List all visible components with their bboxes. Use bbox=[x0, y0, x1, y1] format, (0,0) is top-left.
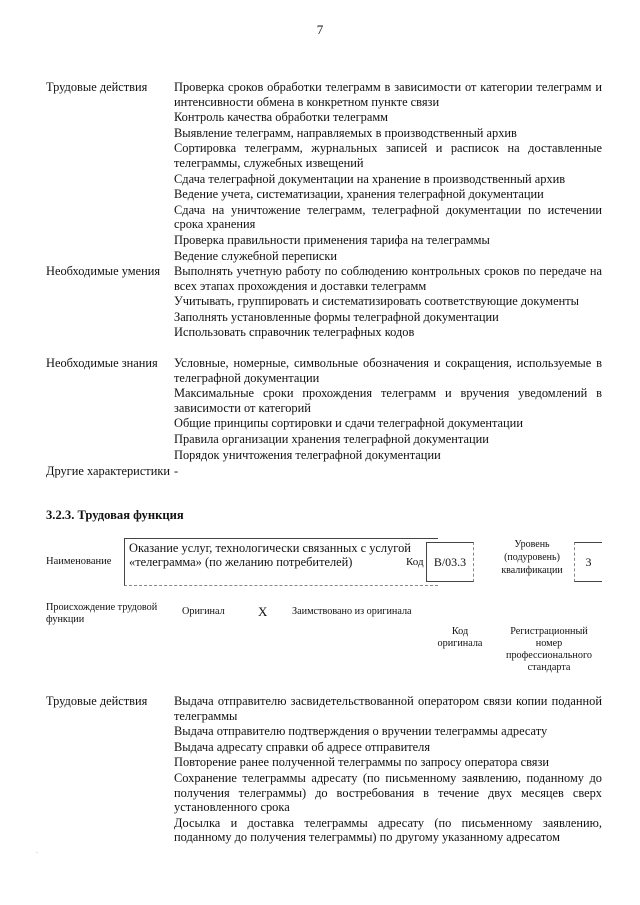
row-item: Проверка сроков обработки телеграмм в зависимости от категории телеграмм и интенсивности обмена в конкретном пункте связи bbox=[174, 80, 602, 109]
name-label: Наименование bbox=[46, 556, 112, 567]
row-item: Выдача отправителю подтверждения о вручении телеграммы адресату bbox=[174, 724, 548, 739]
row-item: Досылка и доставка телеграммы адресату (по письменному заявлению, поданному до получения телеграммы) по другому указанному адресатом bbox=[174, 815, 602, 845]
row-item: Использовать справочник телеграфных кодов bbox=[174, 325, 415, 340]
page-number: 7 bbox=[316, 22, 324, 37]
code-value: В/03.3 bbox=[426, 542, 474, 582]
original-label: Оригинал bbox=[182, 606, 225, 617]
row-required-skills bbox=[46, 264, 602, 341]
row-labor-actions-2 bbox=[46, 694, 602, 846]
row-items bbox=[174, 694, 602, 846]
section-heading: 3.2.3. Трудовая функция bbox=[46, 508, 184, 522]
row-label: Другие характеристики bbox=[46, 464, 171, 478]
borrowed-label: Заимствовано из оригинала bbox=[292, 606, 412, 617]
function-name: Оказание услуг, технологически связанных с услугой «телеграмма» (по желанию потребителей) bbox=[124, 538, 438, 586]
row-item: Выполнять учетную работу по соблюдению контрольных сроков по передаче на всех этапах прохождения и доставки телеграмм bbox=[174, 264, 602, 293]
row-item: - bbox=[174, 464, 179, 478]
row-item: Проверка правильности применения тарифа на телеграммы bbox=[174, 232, 490, 247]
row-item: Ведение служебной переписки bbox=[174, 248, 337, 263]
row-items bbox=[174, 356, 602, 463]
level-label: Уровень (подуровень) квалификации bbox=[501, 539, 563, 576]
origin-label: Происхождение трудовой функции bbox=[46, 602, 158, 625]
row-labor-actions bbox=[46, 80, 602, 264]
margin-mark: . bbox=[36, 846, 38, 855]
row-label: Необходимые знания bbox=[46, 356, 158, 370]
row-item: Контроль качества обработки телеграмм bbox=[174, 110, 389, 125]
row-item: Сдача телеграфной документации на хранение в производственный архив bbox=[174, 171, 566, 186]
reg-number-label: Регистрационный номер профессионального стандарта bbox=[506, 626, 592, 673]
row-label: Трудовые действия bbox=[46, 694, 148, 708]
row-item: Ведение учета, систематизации, хранения телеграфной документации bbox=[174, 187, 544, 202]
code-original-label: Код оригинала bbox=[437, 626, 483, 649]
row-item: Повторение ранее полученной телеграммы по запросу оператора связи bbox=[174, 755, 550, 770]
function-header-table bbox=[46, 536, 602, 588]
row-item: Заполнять установленные формы телеграфной документации bbox=[174, 309, 499, 324]
level-value: 3 bbox=[574, 542, 602, 582]
row-required-knowledge bbox=[46, 356, 602, 463]
row-item: Выдача адресату справки об адресе отправителя bbox=[174, 739, 431, 754]
row-label: Необходимые умения bbox=[46, 264, 161, 278]
row-item: Общие принципы сортировки и сдачи телеграфной документации bbox=[174, 416, 523, 431]
row-items bbox=[174, 80, 602, 264]
row-item: Выдача отправителю засвидетельствованной оператором связи копии поданной телеграммы bbox=[174, 694, 602, 723]
row-items bbox=[174, 264, 602, 341]
row-item: Порядок уничтожения телеграфной документации bbox=[174, 447, 441, 462]
row-item: Максимальные сроки прохождения телеграмм и вручения уведомлений в зависимости от категорий bbox=[174, 386, 602, 415]
row-item: Сохранение телеграммы адресату (по письменному заявлению, поданному до получения телеграммы) до востребования в течение двух месяцев сверх установленного срока bbox=[174, 770, 602, 815]
row-item: Сдача на уничтожение телеграмм, телеграфной документации по истечении срока хранения bbox=[174, 202, 602, 232]
row-item: Правила организации хранения телеграфной документации bbox=[174, 431, 489, 446]
row-item: Условные, номерные, символьные обозначения и сокращения, используемые в телеграфной документации bbox=[174, 356, 602, 385]
row-item: Выявление телеграмм, направляемых в производственный архив bbox=[174, 125, 517, 140]
row-label: Трудовые действия bbox=[46, 80, 148, 94]
row-other-characteristics bbox=[46, 464, 602, 480]
row-item: Сортировка телеграмм, журнальных записей и расписок на доставленные телеграммы, служебных извещений bbox=[174, 141, 602, 170]
row-item: Учитывать, группировать и систематизировать соответствующие документы bbox=[174, 294, 579, 309]
original-mark: X bbox=[258, 604, 268, 619]
code-label: Код bbox=[406, 556, 424, 568]
row-items bbox=[174, 464, 602, 480]
